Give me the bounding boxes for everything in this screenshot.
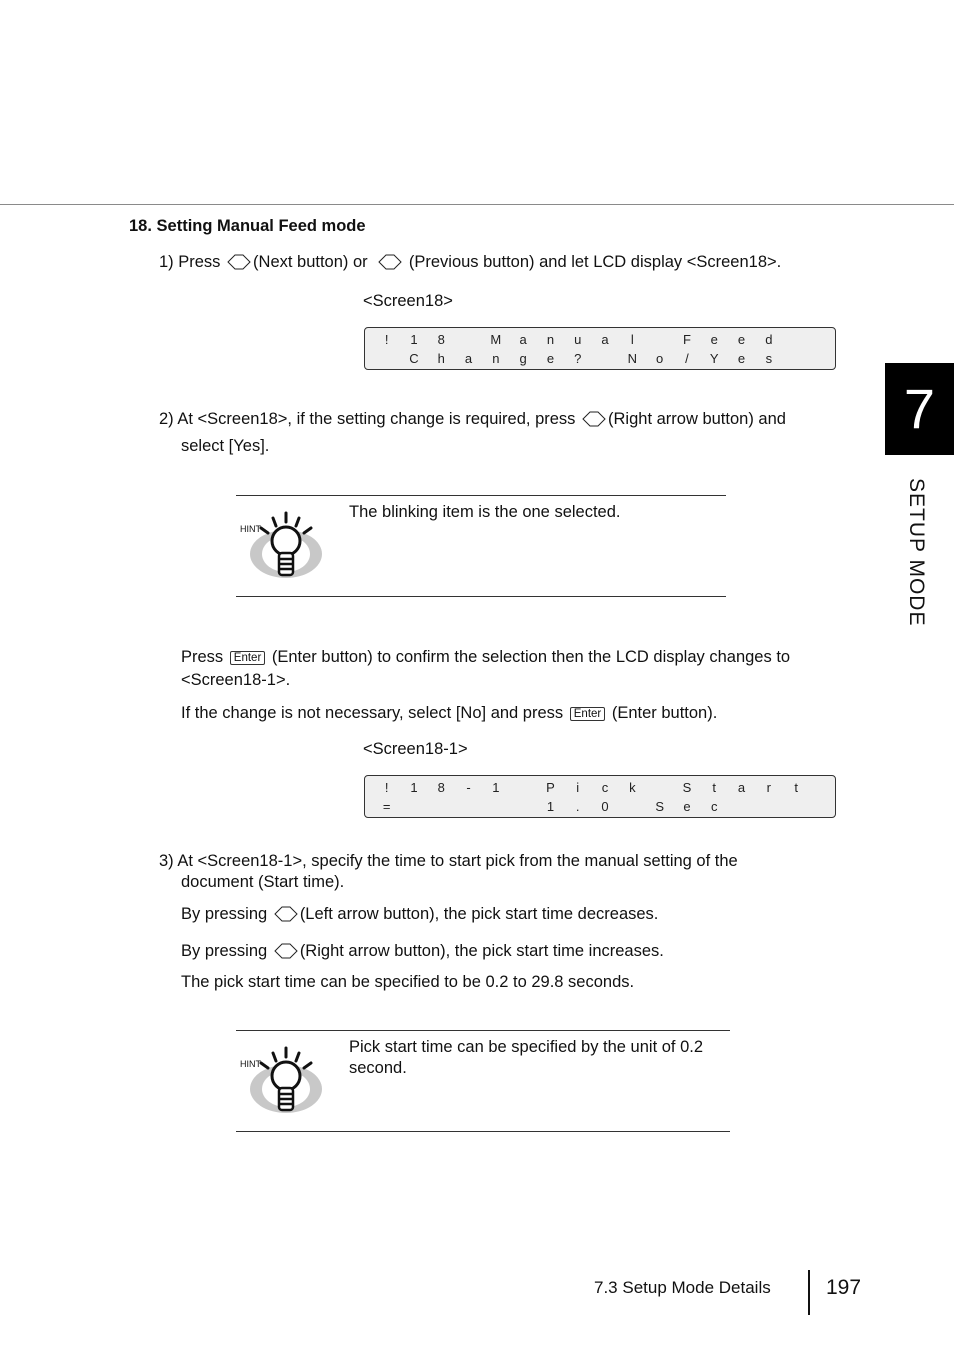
lcd-char: N (627, 351, 638, 366)
lcd-char: 1 (410, 780, 418, 795)
hint-text-2: Pick start time can be specified by the unit of 0.2 second. (349, 1038, 704, 1077)
lcd-screen18 (364, 327, 836, 370)
lcd-char: F (682, 332, 691, 347)
lcd-char: M (490, 332, 502, 347)
lcd-char: 1 (410, 332, 418, 347)
lcd-char: e (710, 332, 718, 347)
lcd-char: e (737, 332, 746, 347)
lcd-char: n (492, 351, 500, 366)
lcd-char: = (382, 799, 391, 814)
lcd-char: a (601, 332, 609, 347)
step2-pre: 2) At <Screen18>, if the setting change is required, press (159, 410, 576, 428)
step3-left-pre: By pressing (181, 905, 268, 923)
step1-line (159, 252, 781, 277)
lcd-char: k (629, 780, 636, 795)
press-enter-line2: <Screen18-1>. (181, 671, 291, 689)
left-arrow-button-icon (274, 905, 298, 929)
page-number: 197 (826, 1276, 862, 1299)
lcd-char: a (464, 351, 473, 366)
lcd-char: l (630, 332, 634, 347)
chapter-tab: 7 (885, 363, 954, 455)
lcd-char: P (546, 780, 555, 795)
lcd-char: / (685, 351, 689, 366)
screen18-1-label: <Screen18-1> (363, 740, 468, 758)
if-no-post: (Enter button). (611, 704, 718, 722)
lcd-char: e (737, 351, 746, 366)
lcd-char: s (765, 351, 773, 366)
step3-line1: 3) At <Screen18-1>, specify the time to start pick from the manual setting of the (159, 852, 738, 870)
lcd-char: n (546, 332, 555, 347)
footer-divider (808, 1270, 810, 1315)
lcd-char: h (437, 351, 445, 366)
press-enter-post: (Enter button) to confirm the selection then the LCD display changes to (271, 648, 791, 666)
step3-right-post: (Right arrow button), the pick start time increases. (299, 942, 664, 960)
if-no-line (181, 703, 717, 724)
lcd-char: 0 (601, 799, 609, 814)
hint-box-1 (236, 495, 726, 597)
step3-left-line (181, 904, 658, 929)
step3-line2: document (Start time). (181, 873, 345, 891)
step2-post: (Right arrow button) and (608, 410, 786, 428)
lcd-char: 8 (437, 780, 445, 795)
lcd-char: a (737, 780, 746, 795)
lcd-char: r (766, 780, 771, 795)
screen18-label: <Screen18> (363, 292, 453, 310)
footer-section-title: 7.3 Setup Mode Details (594, 1278, 771, 1297)
hint-lightbulb-icon (238, 506, 328, 584)
lcd-char: C (409, 351, 419, 366)
step3-left-post: (Left arrow button), the pick start time decreases. (299, 905, 659, 923)
header-rule (0, 204, 954, 205)
lcd-char: ! (384, 780, 389, 795)
chapter-tab-label: SETUP MODE (905, 478, 928, 627)
enter-key-icon: Enter (570, 707, 606, 721)
lcd-char: g (519, 351, 527, 366)
step2-line2: select [Yes]. (181, 437, 270, 455)
step1-pre: 1) Press (159, 253, 221, 271)
right-arrow-button-icon (582, 410, 606, 434)
step1-prev-text: (Previous button) and let LCD display <Screen18>. (408, 253, 782, 271)
lcd-char: d (765, 332, 773, 347)
hint-text-1: The blinking item is the one selected. (349, 503, 621, 521)
lcd-char: S (655, 799, 664, 814)
lcd-char: - (466, 780, 471, 795)
step1-next-text: (Next button) or (253, 253, 368, 271)
hint-lightbulb-icon (238, 1041, 328, 1119)
lcd-char: a (519, 332, 527, 347)
lcd-char: t (712, 780, 717, 795)
step3-range: The pick start time can be specified to be 0.2 to 29.8 seconds. (181, 973, 635, 991)
step2-line1 (159, 409, 786, 434)
press-enter-pre: Press (181, 648, 224, 666)
lcd-char: u (574, 332, 582, 347)
if-no-pre: If the change is not necessary, select [No] and press (181, 704, 564, 722)
lcd-char: i (576, 780, 580, 795)
lcd-char: c (710, 799, 718, 814)
lcd-char: o (656, 351, 664, 366)
press-enter-line1 (181, 647, 790, 668)
lcd-char: t (794, 780, 798, 795)
lcd-char: 1 (492, 780, 500, 795)
svg-text:HINT: HINT (240, 524, 261, 534)
lcd-char: . (575, 799, 580, 814)
lcd-char: c (601, 780, 609, 795)
enter-key-icon: Enter (230, 651, 266, 665)
lcd-char: e (683, 799, 691, 814)
lcd-screen18-1 (364, 775, 836, 818)
svg-text:HINT: HINT (240, 1059, 261, 1069)
lcd-char: Y (709, 351, 719, 366)
lcd-char: ? (574, 351, 582, 366)
lcd-char: 8 (437, 332, 445, 347)
step3-right-pre: By pressing (181, 942, 268, 960)
lcd-char: ! (384, 332, 389, 347)
right-arrow-button-icon (274, 942, 298, 966)
previous-button-icon (378, 253, 402, 277)
section-heading: 18. Setting Manual Feed mode (129, 217, 366, 235)
lcd-char: e (546, 351, 555, 366)
lcd-char: S (682, 780, 692, 795)
lcd-char: 1 (546, 799, 555, 814)
next-button-icon (227, 253, 251, 277)
step3-right-line (181, 941, 664, 966)
hint-box-2 (236, 1030, 730, 1132)
